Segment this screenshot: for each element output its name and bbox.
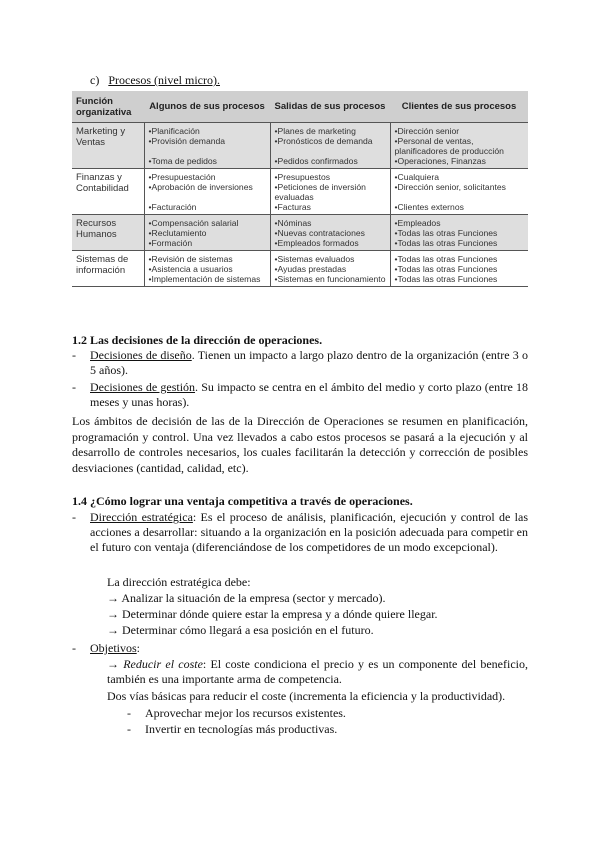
- objectives-colon: :: [136, 641, 141, 655]
- client-cell: [390, 215, 528, 251]
- cell-line: •Clientes externos: [394, 202, 464, 212]
- dash-mark: -: [72, 348, 76, 362]
- process-cell: [144, 215, 270, 251]
- dash-mark: -: [72, 510, 76, 524]
- client-cell: [390, 251, 528, 287]
- cell-line: •Sistemas en funcionamiento: [274, 274, 386, 284]
- cell-line: •Revisión de sistemas: [148, 254, 233, 264]
- strategic-text: : Es el proceso de análisis, planificación, ejecución y control de las acciones a desarrollar: situando a la organización en la posición adecuada para competir en el futuro con ventaja (diferenciándose de los competidores de un modo excepcional).: [90, 510, 529, 554]
- cell-line: •Empleados formados: [274, 238, 359, 248]
- design-term: Decisiones de diseño: [90, 348, 192, 362]
- output-cell: [270, 251, 390, 287]
- cell-line: •Dirección senior, solicitantes: [394, 182, 506, 192]
- section-1-4-title: 1.4 ¿Cómo lograr una ventaja competitiva a través de operaciones.: [72, 494, 413, 508]
- cell-line: •Nuevas contrataciones: [274, 228, 365, 238]
- cell-line: •Cualquiera: [394, 172, 440, 182]
- cell-line: •Compensación salarial: [148, 218, 239, 228]
- decisions-paragraph: Los ámbitos de decisión de las de la Dirección de Operaciones se resumen en planificación, programación y control. Una vez llevados a cabo estos procesos se pasará a la ejecución y al desarrollo de controles necesarios, los cuales facilitarán la detección y corrección de posibles desviaciones (cantidad, calidad, etc).: [72, 414, 528, 475]
- cell-line: •Planes de marketing: [274, 126, 356, 136]
- client-cell: [390, 123, 528, 169]
- design-text: . Tienen un impacto a largo plazo dentro de la organización (entre 3 o 5 años).: [90, 348, 528, 377]
- way-item: [127, 722, 338, 737]
- output-cell: [270, 169, 390, 215]
- header-clients: Clientes de sus procesos: [390, 91, 528, 123]
- ways-label: Dos vías básicas para reducir el coste (incrementa la eficiencia y la productividad).: [107, 689, 506, 703]
- cell-line: •Facturación: [148, 202, 197, 212]
- cell-line: •Reclutamiento: [148, 228, 207, 238]
- cell-line: •Dirección senior: [394, 126, 460, 136]
- list-item-strategic: [72, 510, 529, 555]
- section-c-title: Procesos (nivel micro).: [108, 73, 220, 87]
- cell-line: •Personal de ventas, planificadores de producción: [394, 136, 504, 156]
- header-function: Función organizativa: [72, 91, 144, 123]
- strategic-step: → Analizar la situación de la empresa (sector y mercado).: [107, 591, 386, 605]
- way-item: [127, 706, 346, 721]
- list-item-design: [72, 348, 528, 378]
- section-c-label: c): [90, 73, 100, 87]
- client-cell: [390, 169, 528, 215]
- strategic-term: Dirección estratégica: [90, 510, 193, 524]
- function-cell: Sistemas de información: [72, 251, 144, 287]
- cell-line: •Presupuestos: [274, 172, 331, 182]
- header-processes: Algunos de sus procesos: [144, 91, 270, 123]
- table-header-row: [72, 91, 528, 123]
- dash-mark: -: [127, 722, 131, 736]
- cell-line: •Presupuestación: [148, 172, 216, 182]
- cell-line: •Pronósticos de demanda: [274, 136, 373, 146]
- header-outputs: Salidas de sus procesos: [270, 91, 390, 123]
- cell-line: •Planificación: [148, 126, 200, 136]
- cell-line: •Implementación de sistemas: [148, 274, 261, 284]
- cell-line: •Provisión demanda: [148, 136, 226, 146]
- process-cell: [144, 123, 270, 169]
- cell-line: •Nóminas: [274, 218, 312, 228]
- dash-mark: -: [72, 641, 76, 655]
- output-cell: [270, 123, 390, 169]
- reduce-cost-text: : El coste condiciona el precio y es un componente del beneficio, también es una importante arma de competencia.: [107, 657, 528, 686]
- strategic-step: → Determinar dónde quiere estar la empresa y a dónde quiere llegar.: [107, 607, 438, 621]
- section-1-2-title: 1.2 Las decisiones de la dirección de operaciones.: [72, 333, 323, 347]
- cell-line: •Todas las otras Funciones: [394, 238, 498, 248]
- cell-line: •Todas las otras Funciones: [394, 254, 498, 264]
- way-text: Invertir en tecnologías más productivas.: [145, 722, 338, 736]
- list-item-objectives: [72, 641, 528, 656]
- table-row: [72, 123, 528, 169]
- strategic-step: → Determinar cómo llegará a esa posición en el futuro.: [107, 623, 374, 637]
- function-cell: Marketing y Ventas: [72, 123, 144, 169]
- arrow-icon: →: [107, 657, 119, 671]
- table-row: [72, 169, 528, 215]
- cell-line: •Todas las otras Funciones: [394, 264, 498, 274]
- reduce-cost-item: [107, 657, 528, 687]
- output-cell: [270, 215, 390, 251]
- strategic-must-label: La dirección estratégica debe:: [107, 575, 251, 589]
- process-cell: [144, 169, 270, 215]
- cell-line: •Toma de pedidos: [148, 156, 217, 166]
- cell-line: •Facturas: [274, 202, 311, 212]
- dash-mark: -: [72, 380, 76, 394]
- cell-line: •Operaciones, Finanzas: [394, 156, 486, 166]
- cell-line: •Asistencia a usuarios: [148, 264, 233, 274]
- cell-line: •Formación: [148, 238, 193, 248]
- cell-line: •Peticiones de inversión evaluadas: [274, 182, 366, 202]
- objectives-term: Objetivos: [90, 641, 137, 655]
- table-row: [72, 215, 528, 251]
- management-text: . Su impacto se centra en el ámbito del medio y corto plazo (entre 18 meses y unas horas).: [90, 380, 528, 409]
- processes-table: [72, 91, 528, 287]
- table-row: [72, 251, 528, 287]
- cell-line: •Ayudas prestadas: [274, 264, 347, 274]
- way-text: Aprovechar mejor los recursos existentes.: [145, 706, 346, 720]
- function-cell: Finanzas y Contabilidad: [72, 169, 144, 215]
- cell-line: •Pedidos confirmados: [274, 156, 358, 166]
- section-c-heading: [90, 73, 220, 88]
- list-item-management: [72, 380, 528, 410]
- process-cell: [144, 251, 270, 287]
- dash-mark: -: [127, 706, 131, 720]
- cell-line: •Sistemas evaluados: [274, 254, 355, 264]
- cell-line: •Aprobación de inversiones: [148, 182, 253, 192]
- reduce-cost-term: Reducir el coste: [123, 657, 203, 671]
- function-cell: Recursos Humanos: [72, 215, 144, 251]
- cell-line: •Empleados: [394, 218, 441, 228]
- cell-line: •Todas las otras Funciones: [394, 274, 498, 284]
- cell-line: •Todas las otras Funciones: [394, 228, 498, 238]
- management-term: Decisiones de gestión: [90, 380, 196, 394]
